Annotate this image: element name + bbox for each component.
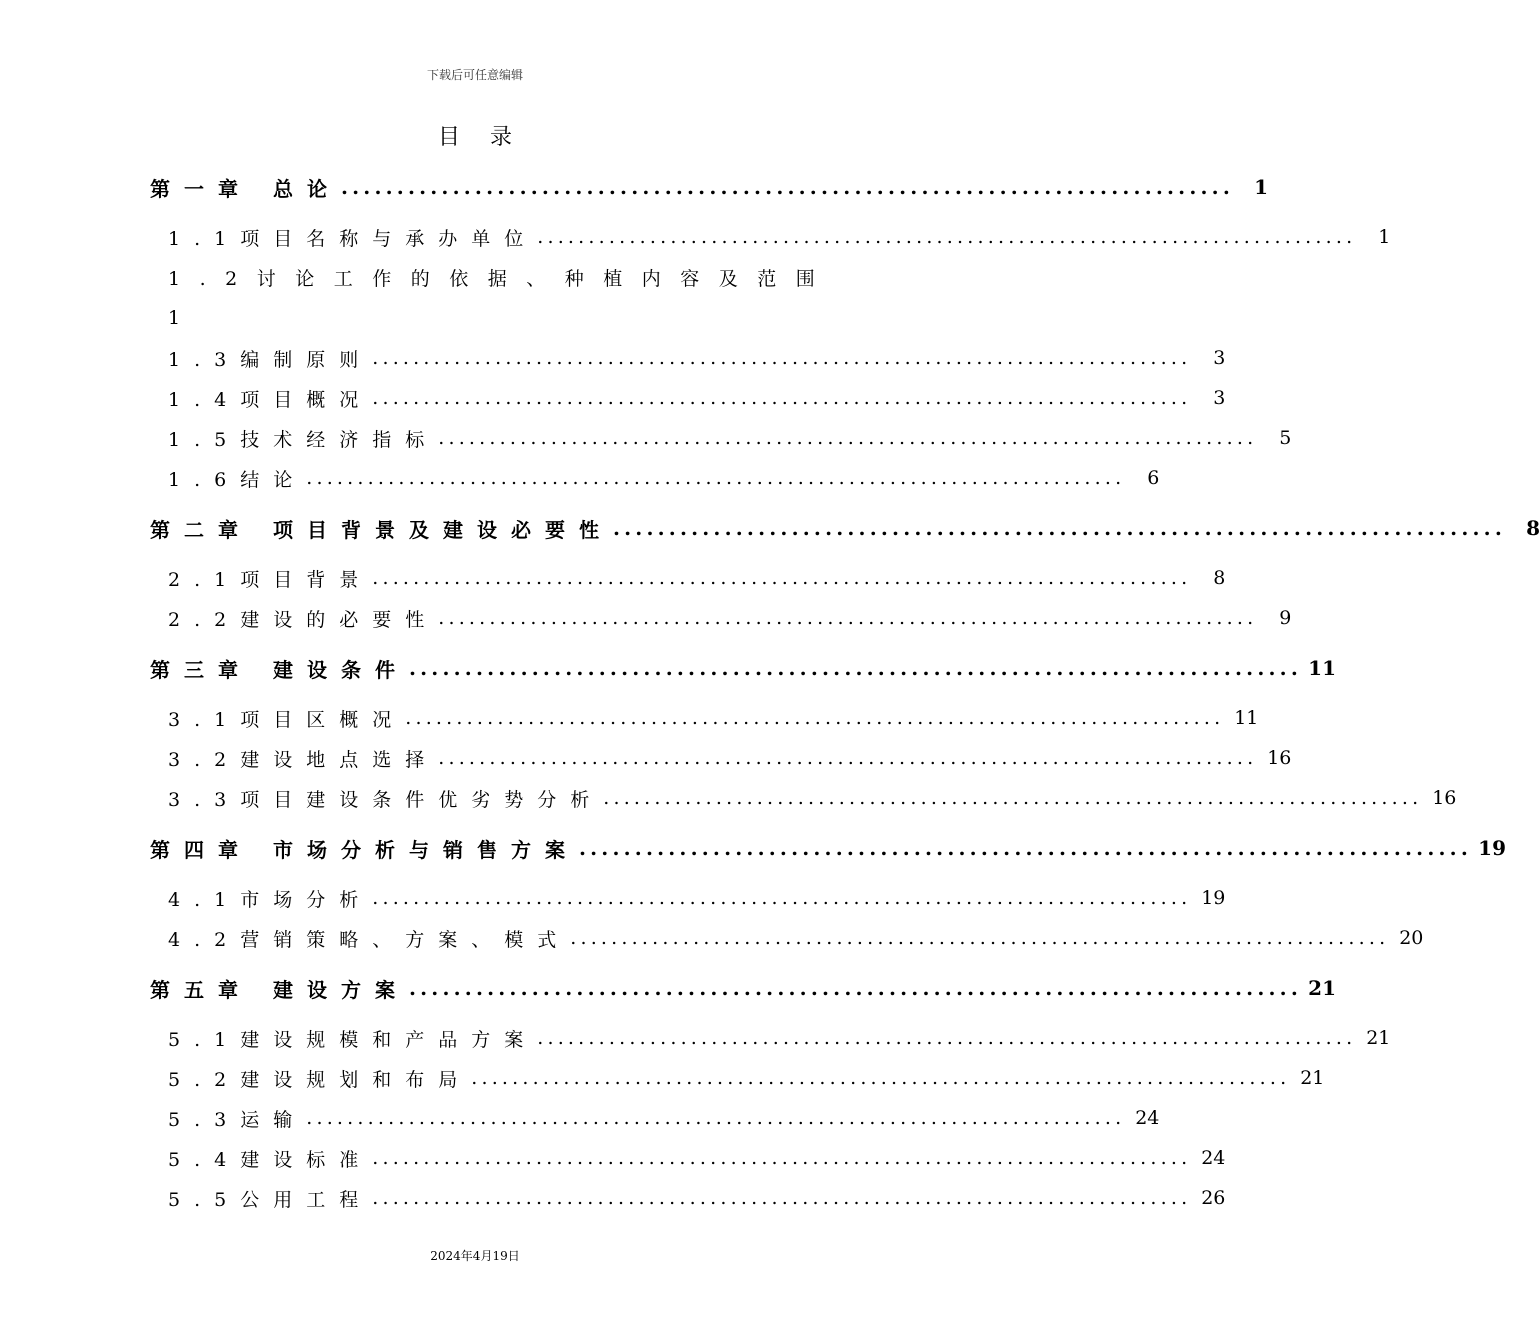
toc-section-entry[interactable]	[168, 1063, 1325, 1093]
toc-section-entry[interactable]	[168, 343, 1226, 373]
toc-leader-dots: ................................................................................	[408, 976, 1302, 1000]
toc-page-number: 6	[1147, 467, 1160, 489]
toc-entry-label: 5.3运输	[168, 1108, 307, 1131]
toc-page-number: 3	[1213, 347, 1226, 369]
toc-page-number: 11	[1234, 707, 1259, 729]
toc-leader-dots: ................................................................................	[578, 836, 1472, 860]
toc-leader-dots: ................................................................................	[438, 607, 1258, 629]
toc-leader-dots: ................................................................................	[612, 516, 1506, 540]
toc-section-entry[interactable]	[168, 1183, 1226, 1213]
toc-leader-dots: ................................................................................	[340, 175, 1234, 199]
toc-leader-dots: ................................................................................	[372, 887, 1192, 909]
toc-leader-dots: ................................................................................	[570, 927, 1390, 949]
toc-section-entry[interactable]	[168, 1103, 1160, 1133]
toc-page-number: 16	[1432, 787, 1457, 809]
toc-chapter-entry[interactable]	[150, 513, 1540, 543]
toc-entry-label: 第二章 项目背景及建设必要性	[150, 517, 613, 542]
toc-page-number: 24	[1201, 1147, 1226, 1169]
toc-section-entry[interactable]	[168, 262, 835, 292]
toc-page-number: 19	[1478, 836, 1506, 860]
toc-page-number: 21	[1300, 1067, 1325, 1089]
toc-entry-label: 2.2建设的必要性	[168, 608, 439, 631]
toc-page-number: 19	[1201, 887, 1226, 909]
toc-leader-dots: ................................................................................	[306, 1107, 1126, 1129]
toc-entry-label: 1.3编制原则	[168, 348, 373, 371]
toc-section-entry[interactable]	[168, 703, 1259, 733]
toc-leader-dots: ................................................................................	[372, 567, 1192, 589]
toc-page-number: 1	[1254, 175, 1268, 199]
toc-entry-label: 第四章 市场分析与销售方案	[150, 837, 579, 862]
toc-chapter-entry[interactable]	[150, 653, 1336, 683]
toc-chapter-entry[interactable]	[150, 172, 1268, 202]
toc-entry-label: 1	[168, 307, 181, 329]
toc-section-entry[interactable]	[168, 603, 1292, 633]
toc-entry-label: 4.1市场分析	[168, 888, 373, 911]
toc-leader-dots: ................................................................................	[471, 1067, 1291, 1089]
toc-page-number: 21	[1366, 1027, 1391, 1049]
toc-entry-label: 1.2讨论工作的依据、种植内容及范围	[168, 267, 835, 290]
toc-entry-label: 3.1项目区概况	[168, 708, 406, 731]
toc-entry-label: 5.5公用工程	[168, 1188, 373, 1211]
toc-entry-label: 3.2建设地点选择	[168, 748, 439, 771]
toc-page-number: 26	[1201, 1187, 1226, 1209]
toc-leader-dots: ................................................................................	[438, 427, 1258, 449]
toc-section-entry[interactable]	[168, 423, 1292, 453]
toc-page-number: 9	[1279, 607, 1292, 629]
toc-page-number: 5	[1279, 427, 1292, 449]
toc-entry-label: 4.2营销策略、方案、模式	[168, 928, 571, 951]
toc-entry-label: 5.4建设标准	[168, 1148, 373, 1171]
page-footer-date: 2024年4月19日	[430, 1249, 520, 1263]
toc-leader-dots: ................................................................................	[372, 1187, 1192, 1209]
toc-page-number: 8	[1526, 516, 1540, 540]
toc-entry-label: 5.2建设规划和布局	[168, 1068, 472, 1091]
toc-section-entry[interactable]	[168, 383, 1226, 413]
toc-leader-dots: ................................................................................	[372, 387, 1192, 409]
toc-section-entry[interactable]	[168, 463, 1160, 493]
toc-entry-label: 5.1建设规模和产品方案	[168, 1028, 538, 1051]
toc-section-entry[interactable]	[168, 563, 1226, 593]
toc-entry-label: 第五章 建设方案	[150, 977, 409, 1002]
toc-leader-dots: ................................................................................	[405, 707, 1225, 729]
toc-page-number: 20	[1399, 927, 1424, 949]
toc-page-number: 24	[1135, 1107, 1160, 1129]
toc-page-number: 11	[1308, 656, 1336, 680]
toc-entry-label: 第一章 总论	[150, 176, 341, 201]
toc-entry-label: 1.4项目概况	[168, 388, 373, 411]
toc-leader-dots: ................................................................................	[372, 1147, 1192, 1169]
toc-entry-label: 1.5技术经济指标	[168, 428, 439, 451]
toc-section-entry[interactable]	[168, 883, 1226, 913]
toc-leader-dots: ................................................................................	[372, 347, 1192, 369]
toc-entry-label: 1.6结论	[168, 468, 307, 491]
toc-section-entry[interactable]	[168, 1023, 1391, 1053]
toc-leader-dots: ................................................................................	[603, 787, 1423, 809]
toc-entry-label: 1.1项目名称与承办单位	[168, 227, 538, 250]
toc-title: 目录	[437, 125, 542, 150]
toc-leader-dots: ................................................................................	[537, 1027, 1357, 1049]
toc-entry-label: 第三章 建设条件	[150, 657, 409, 682]
toc-entry-label: 2.1项目背景	[168, 568, 373, 591]
toc-leader-dots: ................................................................................	[438, 747, 1258, 769]
toc-leader-dots: ................................................................................	[306, 467, 1126, 489]
toc-chapter-entry[interactable]	[150, 833, 1506, 863]
toc-section-entry[interactable]	[168, 783, 1457, 813]
toc-section-entry[interactable]	[168, 923, 1424, 953]
toc-leader-dots: ................................................................................	[537, 226, 1357, 248]
toc-page-number: 1	[1378, 226, 1391, 248]
toc-page-number: 3	[1213, 387, 1226, 409]
toc-section-entry[interactable]	[168, 303, 788, 333]
toc-section-entry[interactable]	[168, 1143, 1226, 1173]
toc-page-number: 21	[1308, 976, 1336, 1000]
toc-section-entry[interactable]	[168, 743, 1292, 773]
toc-page-number: 16	[1267, 747, 1292, 769]
toc-leader-dots: ................................................................................	[408, 656, 1302, 680]
toc-chapter-entry[interactable]	[150, 973, 1336, 1003]
page-header-note: 下载后可任意编辑	[426, 68, 523, 82]
toc-section-entry[interactable]	[168, 222, 1391, 252]
toc-entry-label: 3.3项目建设条件优劣势分析	[168, 788, 604, 811]
toc-page-number: 8	[1213, 567, 1226, 589]
